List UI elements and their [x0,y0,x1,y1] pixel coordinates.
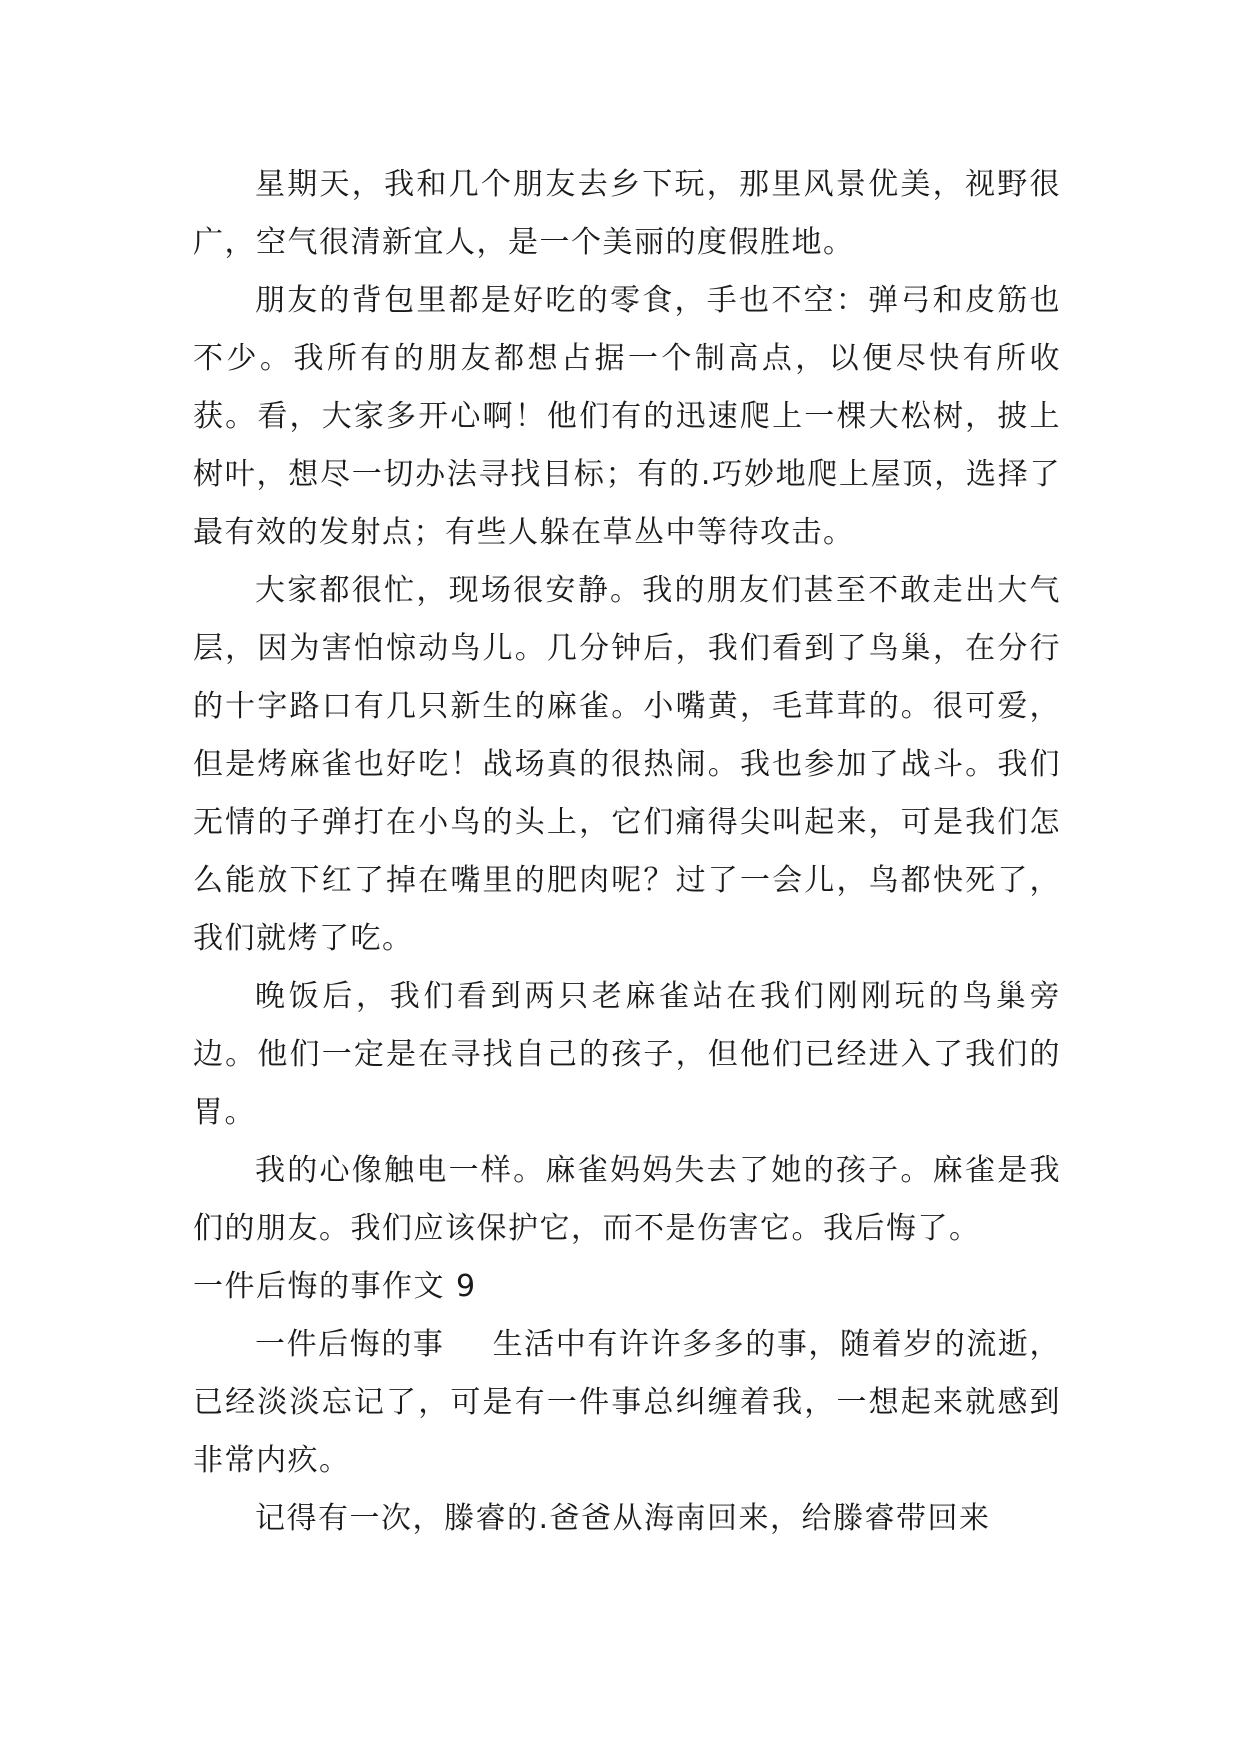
paragraph-old-sparrows: 晚饭后，我们看到两只老麻雀站在我们刚刚玩的鸟巢旁边。他们一定是在寻找自己的孩子，但他们已经进入了我们的胃。 [193,979,1061,1130]
paragraph-sparrow-hunt: 大家都很忙，现场很安静。我的朋友们甚至不敢走出大气层，因为害怕惊动鸟儿。几分钟后，我们看到了鸟巢，在分行的十字路口有几只新生的麻雀。小嘴黄，毛茸茸的。很可爱，但是烤麻雀也好吃！战场真的很热闹。我也参加了战斗。我们无情的子弹打在小鸟的头上，它们痛得尖叫起来，可是我们怎么能放下红了掉在嘴里的肥肉呢？过了一会儿，鸟都快死了，我们就烤了吃。 [193,573,1061,956]
paragraph-backpacks-slingshots: 朋友的背包里都是好吃的零食，手也不空：弹弓和皮筋也不少。我所有的朋友都想占据一个制高点，以便尽快有所收获。看，大家多开心啊！他们有的迅速爬上一棵大松树，披上树叶，想尽一切办法寻找目标；有的.巧妙地爬上屋顶，选择了最有效的发射点；有些人躲在草丛中等待攻击。 [193,283,1061,550]
paragraph-sunday-trip: 星期天，我和几个朋友去乡下玩，那里风景优美，视野很广，空气很清新宜人，是一个美丽的度假胜地。 [193,167,1061,260]
section-lead-text: 生活中有许许多多的事，随着岁的流逝，已经淡淡忘记了，可是有一件事总纠缠着我，一想起来就感到非常内疚。 [193,1327,1061,1478]
section-heading: 一件后悔的事作文 9 [193,1269,477,1304]
section-lead-title: 一件后悔的事 [255,1327,445,1362]
paragraph-remember-once: 记得有一次，滕睿的.爸爸从海南回来，给滕睿带回来 [255,1501,991,1536]
paragraph-regret: 我的心像触电一样。麻雀妈妈失去了她的孩子。麻雀是我们的朋友。我们应该保护它，而不是伤害它。我后悔了。 [193,1153,1061,1246]
paragraph-section-lead [193,1316,1061,1490]
